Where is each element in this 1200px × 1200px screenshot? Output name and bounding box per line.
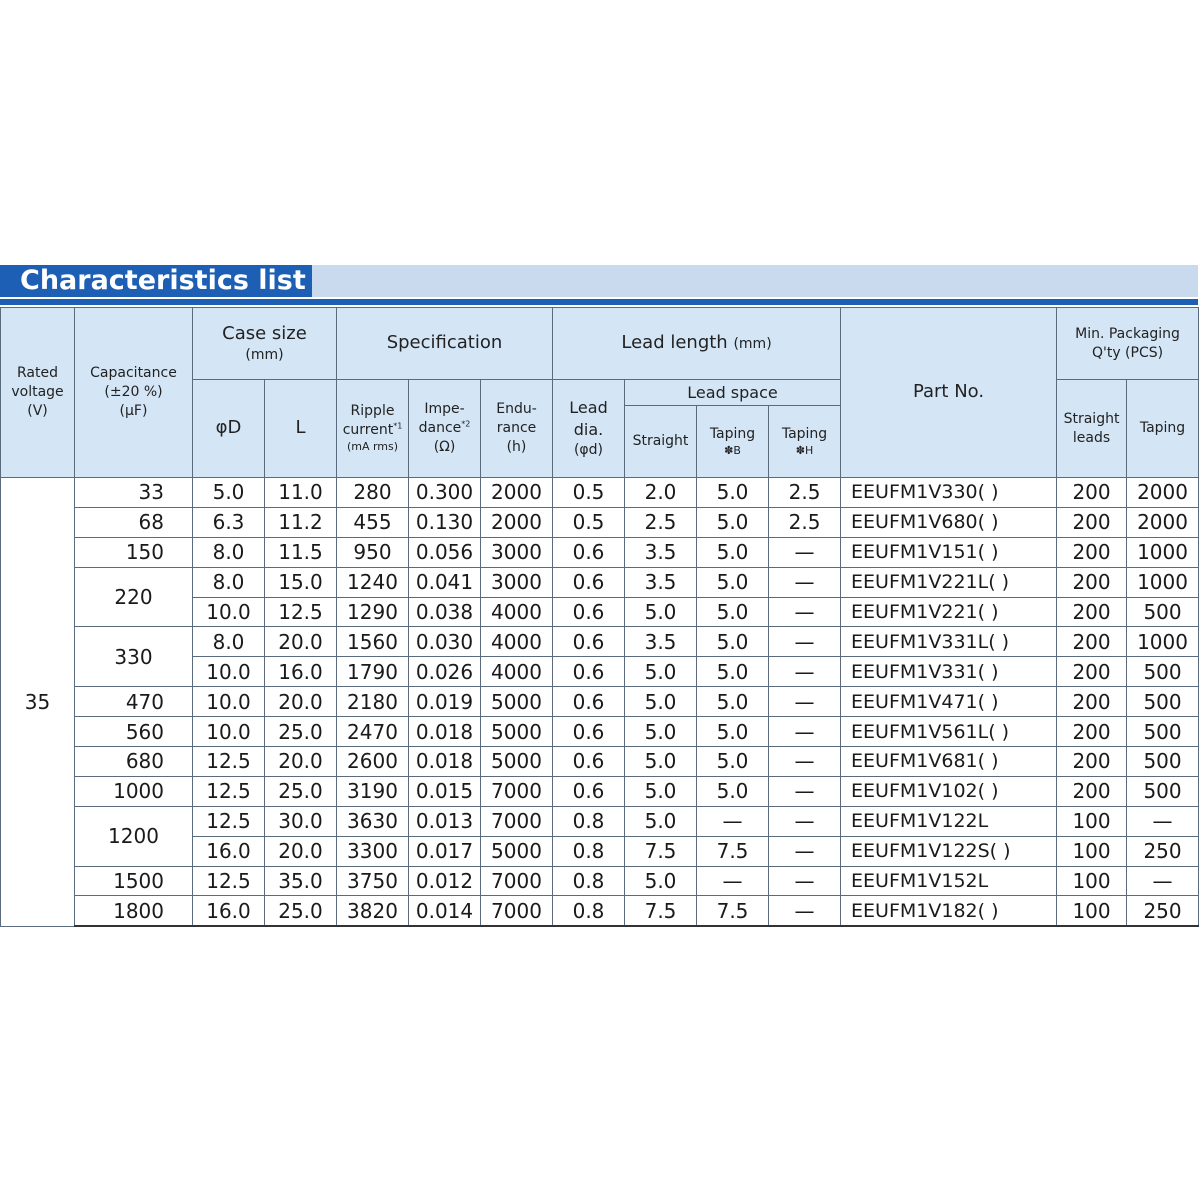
cell-capacitance: 560 — [75, 717, 193, 747]
cell-case-L: 35.0 — [265, 866, 337, 896]
cell-case-phiD: 10.0 — [193, 717, 265, 747]
cell-capacitance: 680 — [75, 747, 193, 777]
cell-lead-dia: 0.6 — [553, 717, 625, 747]
cell-lead-taping-b: 5.0 — [697, 687, 769, 717]
cell-lead-taping-h: 2.5 — [769, 507, 841, 537]
cell-capacitance: 1800 — [75, 896, 193, 926]
cell-ripple-current: 1290 — [337, 597, 409, 627]
table-row — [1, 478, 1199, 508]
cell-lead-taping-h: — — [769, 896, 841, 926]
cell-qty-straight: 100 — [1057, 866, 1127, 896]
cell-qty-taping: 1000 — [1127, 627, 1199, 657]
cell-lead-straight: 5.0 — [625, 597, 697, 627]
title-bar — [0, 265, 1198, 297]
cell-lead-taping-b: 7.5 — [697, 836, 769, 866]
cell-qty-straight: 200 — [1057, 776, 1127, 806]
cell-qty-taping: 1000 — [1127, 537, 1199, 567]
cell-lead-taping-h: — — [769, 717, 841, 747]
cell-case-phiD: 10.0 — [193, 657, 265, 687]
cell-qty-straight: 200 — [1057, 717, 1127, 747]
cell-qty-taping: 500 — [1127, 717, 1199, 747]
header-phiD: φD — [193, 380, 265, 478]
cell-endurance: 5000 — [481, 747, 553, 777]
cell-lead-taping-b: — — [697, 866, 769, 896]
cell-endurance: 3000 — [481, 567, 553, 597]
cell-case-phiD: 8.0 — [193, 627, 265, 657]
cell-case-phiD: 12.5 — [193, 776, 265, 806]
cell-endurance: 2000 — [481, 507, 553, 537]
cell-lead-taping-b: 5.0 — [697, 776, 769, 806]
cell-impedance: 0.056 — [409, 537, 481, 567]
cell-capacitance: 1000 — [75, 776, 193, 806]
cell-qty-straight: 200 — [1057, 627, 1127, 657]
cell-qty-straight: 200 — [1057, 478, 1127, 508]
cell-capacitance: 33 — [75, 478, 193, 508]
cell-lead-taping-h: — — [769, 866, 841, 896]
header-case-size: Case size (mm) — [193, 308, 337, 380]
cell-qty-straight: 200 — [1057, 567, 1127, 597]
cell-lead-taping-h: — — [769, 776, 841, 806]
cell-lead-taping-b: 5.0 — [697, 567, 769, 597]
cell-ripple-current: 3820 — [337, 896, 409, 926]
table-row — [1, 627, 1199, 657]
cell-case-L: 20.0 — [265, 747, 337, 777]
cell-part-no: EEUFM1V331( ) — [841, 657, 1057, 687]
table-row — [1, 717, 1199, 747]
cell-impedance: 0.019 — [409, 687, 481, 717]
cell-ripple-current: 280 — [337, 478, 409, 508]
characteristics-table — [0, 307, 1199, 927]
cell-ripple-current: 2470 — [337, 717, 409, 747]
cell-case-phiD: 8.0 — [193, 537, 265, 567]
header-taping-h: Taping ✽H — [769, 406, 841, 478]
cell-lead-dia: 0.5 — [553, 478, 625, 508]
cell-case-phiD: 16.0 — [193, 896, 265, 926]
cell-capacitance: 1200 — [75, 806, 193, 866]
cell-qty-straight: 100 — [1057, 806, 1127, 836]
cell-capacitance: 1500 — [75, 866, 193, 896]
cell-part-no: EEUFM1V122L — [841, 806, 1057, 836]
cell-qty-straight: 200 — [1057, 657, 1127, 687]
cell-impedance: 0.038 — [409, 597, 481, 627]
table-row — [1, 896, 1199, 926]
cell-lead-dia: 0.6 — [553, 657, 625, 687]
header-lead-length: Lead length (mm) — [553, 308, 841, 380]
cell-ripple-current: 1560 — [337, 627, 409, 657]
cell-impedance: 0.018 — [409, 747, 481, 777]
cell-endurance: 7000 — [481, 896, 553, 926]
cell-ripple-current: 455 — [337, 507, 409, 537]
cell-part-no: EEUFM1V471( ) — [841, 687, 1057, 717]
cell-impedance: 0.041 — [409, 567, 481, 597]
cell-qty-straight: 200 — [1057, 747, 1127, 777]
cell-qty-taping: 500 — [1127, 687, 1199, 717]
cell-case-L: 11.2 — [265, 507, 337, 537]
cell-part-no: EEUFM1V182( ) — [841, 896, 1057, 926]
table-row — [1, 567, 1199, 597]
cell-qty-taping: 2000 — [1127, 507, 1199, 537]
table-row — [1, 866, 1199, 896]
cell-part-no: EEUFM1V561L( ) — [841, 717, 1057, 747]
cell-lead-dia: 0.6 — [553, 776, 625, 806]
cell-lead-straight: 3.5 — [625, 537, 697, 567]
cell-lead-straight: 5.0 — [625, 776, 697, 806]
cell-qty-taping: — — [1127, 866, 1199, 896]
cell-case-L: 25.0 — [265, 717, 337, 747]
cell-lead-taping-b: — — [697, 806, 769, 836]
cell-case-L: 25.0 — [265, 776, 337, 806]
header-rated-voltage: Rated voltage (V) — [1, 308, 75, 478]
cell-part-no: EEUFM1V151( ) — [841, 537, 1057, 567]
cell-capacitance: 150 — [75, 537, 193, 567]
cell-impedance: 0.026 — [409, 657, 481, 687]
cell-endurance: 7000 — [481, 806, 553, 836]
cell-endurance: 3000 — [481, 537, 553, 567]
cell-case-phiD: 5.0 — [193, 478, 265, 508]
cell-lead-straight: 5.0 — [625, 866, 697, 896]
cell-capacitance: 330 — [75, 627, 193, 687]
page-title: Characteristics list — [0, 265, 312, 297]
header-endurance: Endu- rance (h) — [481, 380, 553, 478]
cell-lead-dia: 0.8 — [553, 866, 625, 896]
cell-lead-taping-b: 5.0 — [697, 597, 769, 627]
header-L: L — [265, 380, 337, 478]
cell-endurance: 4000 — [481, 627, 553, 657]
cell-endurance: 5000 — [481, 836, 553, 866]
cell-part-no: EEUFM1V122S( ) — [841, 836, 1057, 866]
cell-part-no: EEUFM1V680( ) — [841, 507, 1057, 537]
cell-lead-dia: 0.6 — [553, 627, 625, 657]
cell-endurance: 5000 — [481, 717, 553, 747]
cell-lead-straight: 3.5 — [625, 567, 697, 597]
cell-qty-taping: 500 — [1127, 747, 1199, 777]
cell-case-phiD: 8.0 — [193, 567, 265, 597]
cell-qty-taping: 250 — [1127, 836, 1199, 866]
header-taping-qty: Taping — [1127, 380, 1199, 478]
cell-lead-straight: 5.0 — [625, 687, 697, 717]
cell-capacitance: 220 — [75, 567, 193, 627]
cell-lead-taping-h: — — [769, 537, 841, 567]
cell-lead-straight: 5.0 — [625, 717, 697, 747]
cell-part-no: EEUFM1V102( ) — [841, 776, 1057, 806]
cell-case-L: 12.5 — [265, 597, 337, 627]
cell-endurance: 2000 — [481, 478, 553, 508]
cell-lead-taping-b: 7.5 — [697, 896, 769, 926]
cell-lead-straight: 5.0 — [625, 657, 697, 687]
cell-ripple-current: 2600 — [337, 747, 409, 777]
cell-qty-straight: 200 — [1057, 537, 1127, 567]
cell-ripple-current: 3630 — [337, 806, 409, 836]
cell-lead-taping-h: — — [769, 657, 841, 687]
cell-lead-taping-h: — — [769, 806, 841, 836]
cell-lead-taping-b: 5.0 — [697, 627, 769, 657]
cell-impedance: 0.015 — [409, 776, 481, 806]
cell-lead-taping-b: 5.0 — [697, 717, 769, 747]
cell-lead-taping-h: — — [769, 747, 841, 777]
cell-lead-dia: 0.8 — [553, 836, 625, 866]
cell-qty-straight: 100 — [1057, 836, 1127, 866]
cell-lead-taping-b: 5.0 — [697, 657, 769, 687]
cell-capacitance: 470 — [75, 687, 193, 717]
cell-lead-straight: 5.0 — [625, 747, 697, 777]
cell-endurance: 4000 — [481, 597, 553, 627]
cell-lead-taping-h: — — [769, 627, 841, 657]
cell-lead-straight: 3.5 — [625, 627, 697, 657]
cell-lead-dia: 0.6 — [553, 747, 625, 777]
cell-qty-straight: 100 — [1057, 896, 1127, 926]
cell-lead-dia: 0.6 — [553, 687, 625, 717]
cell-lead-straight: 7.5 — [625, 896, 697, 926]
cell-impedance: 0.013 — [409, 806, 481, 836]
cell-lead-dia: 0.6 — [553, 537, 625, 567]
cell-case-L: 11.5 — [265, 537, 337, 567]
cell-impedance: 0.012 — [409, 866, 481, 896]
cell-impedance: 0.300 — [409, 478, 481, 508]
cell-impedance: 0.017 — [409, 836, 481, 866]
table-body — [1, 478, 1199, 927]
cell-capacitance: 68 — [75, 507, 193, 537]
cell-impedance: 0.014 — [409, 896, 481, 926]
cell-qty-straight: 200 — [1057, 687, 1127, 717]
cell-lead-dia: 0.8 — [553, 896, 625, 926]
cell-case-phiD: 10.0 — [193, 597, 265, 627]
cell-qty-taping: 2000 — [1127, 478, 1199, 508]
table-row — [1, 507, 1199, 537]
cell-lead-taping-b: 5.0 — [697, 478, 769, 508]
cell-lead-taping-b: 5.0 — [697, 747, 769, 777]
header-specification: Specification — [337, 308, 553, 380]
cell-case-L: 30.0 — [265, 806, 337, 836]
cell-lead-taping-b: 5.0 — [697, 507, 769, 537]
cell-ripple-current: 1790 — [337, 657, 409, 687]
cell-qty-taping: 1000 — [1127, 567, 1199, 597]
cell-ripple-current: 3190 — [337, 776, 409, 806]
cell-endurance: 5000 — [481, 687, 553, 717]
cell-lead-straight: 7.5 — [625, 836, 697, 866]
cell-case-phiD: 12.5 — [193, 866, 265, 896]
header-capacitance: Capacitance (±20 %) (µF) — [75, 308, 193, 478]
cell-lead-taping-h: 2.5 — [769, 478, 841, 508]
cell-endurance: 7000 — [481, 776, 553, 806]
cell-qty-taping: 500 — [1127, 776, 1199, 806]
cell-qty-taping: 500 — [1127, 597, 1199, 627]
table-row — [1, 687, 1199, 717]
cell-qty-taping: 500 — [1127, 657, 1199, 687]
cell-case-L: 25.0 — [265, 896, 337, 926]
cell-lead-straight: 2.5 — [625, 507, 697, 537]
table-row — [1, 747, 1199, 777]
cell-case-L: 20.0 — [265, 836, 337, 866]
table-row — [1, 806, 1199, 836]
cell-impedance: 0.018 — [409, 717, 481, 747]
table-row — [1, 776, 1199, 806]
cell-lead-dia: 0.5 — [553, 507, 625, 537]
cell-lead-dia: 0.6 — [553, 597, 625, 627]
cell-ripple-current: 950 — [337, 537, 409, 567]
cell-case-phiD: 16.0 — [193, 836, 265, 866]
cell-qty-straight: 200 — [1057, 597, 1127, 627]
cell-part-no: EEUFM1V330( ) — [841, 478, 1057, 508]
cell-part-no: EEUFM1V221L( ) — [841, 567, 1057, 597]
cell-case-L: 15.0 — [265, 567, 337, 597]
header-straight: Straight — [625, 406, 697, 478]
header-impedance: Impe- dance$^{*2}$ (Ω) — [409, 380, 481, 478]
header-taping-b: Taping ✽B — [697, 406, 769, 478]
cell-part-no: EEUFM1V152L — [841, 866, 1057, 896]
title-rule — [0, 299, 1198, 305]
cell-qty-straight: 200 — [1057, 507, 1127, 537]
cell-case-phiD: 10.0 — [193, 687, 265, 717]
cell-ripple-current: 1240 — [337, 567, 409, 597]
table-row — [1, 537, 1199, 567]
cell-impedance: 0.030 — [409, 627, 481, 657]
cell-endurance: 7000 — [481, 866, 553, 896]
header-lead-dia: Lead dia. (φd) — [553, 380, 625, 478]
cell-qty-taping: — — [1127, 806, 1199, 836]
cell-case-phiD: 12.5 — [193, 806, 265, 836]
cell-case-phiD: 6.3 — [193, 507, 265, 537]
cell-rated-voltage: 35 — [1, 478, 75, 927]
header-ripple-current: Ripple current$^{*1}$ (mA rms) — [337, 380, 409, 478]
cell-impedance: 0.130 — [409, 507, 481, 537]
cell-case-L: 11.0 — [265, 478, 337, 508]
cell-case-phiD: 12.5 — [193, 747, 265, 777]
cell-part-no: EEUFM1V221( ) — [841, 597, 1057, 627]
cell-lead-taping-h: — — [769, 687, 841, 717]
cell-lead-taping-h: — — [769, 597, 841, 627]
header-part-no: Part No. — [841, 308, 1057, 478]
cell-lead-dia: 0.6 — [553, 567, 625, 597]
cell-lead-taping-h: — — [769, 567, 841, 597]
cell-ripple-current: 2180 — [337, 687, 409, 717]
cell-part-no: EEUFM1V331L( ) — [841, 627, 1057, 657]
cell-ripple-current: 3300 — [337, 836, 409, 866]
cell-case-L: 20.0 — [265, 687, 337, 717]
cell-lead-taping-b: 5.0 — [697, 537, 769, 567]
cell-lead-dia: 0.8 — [553, 806, 625, 836]
cell-lead-straight: 5.0 — [625, 806, 697, 836]
header-min-packaging: Min. Packaging Q'ty (PCS) — [1057, 308, 1199, 380]
cell-endurance: 4000 — [481, 657, 553, 687]
cell-case-L: 20.0 — [265, 627, 337, 657]
header-lead-space: Lead space — [625, 380, 841, 406]
cell-lead-taping-h: — — [769, 836, 841, 866]
cell-part-no: EEUFM1V681( ) — [841, 747, 1057, 777]
cell-case-L: 16.0 — [265, 657, 337, 687]
cell-ripple-current: 3750 — [337, 866, 409, 896]
cell-qty-taping: 250 — [1127, 896, 1199, 926]
header-straight-leads: Straight leads — [1057, 380, 1127, 478]
cell-lead-straight: 2.0 — [625, 478, 697, 508]
